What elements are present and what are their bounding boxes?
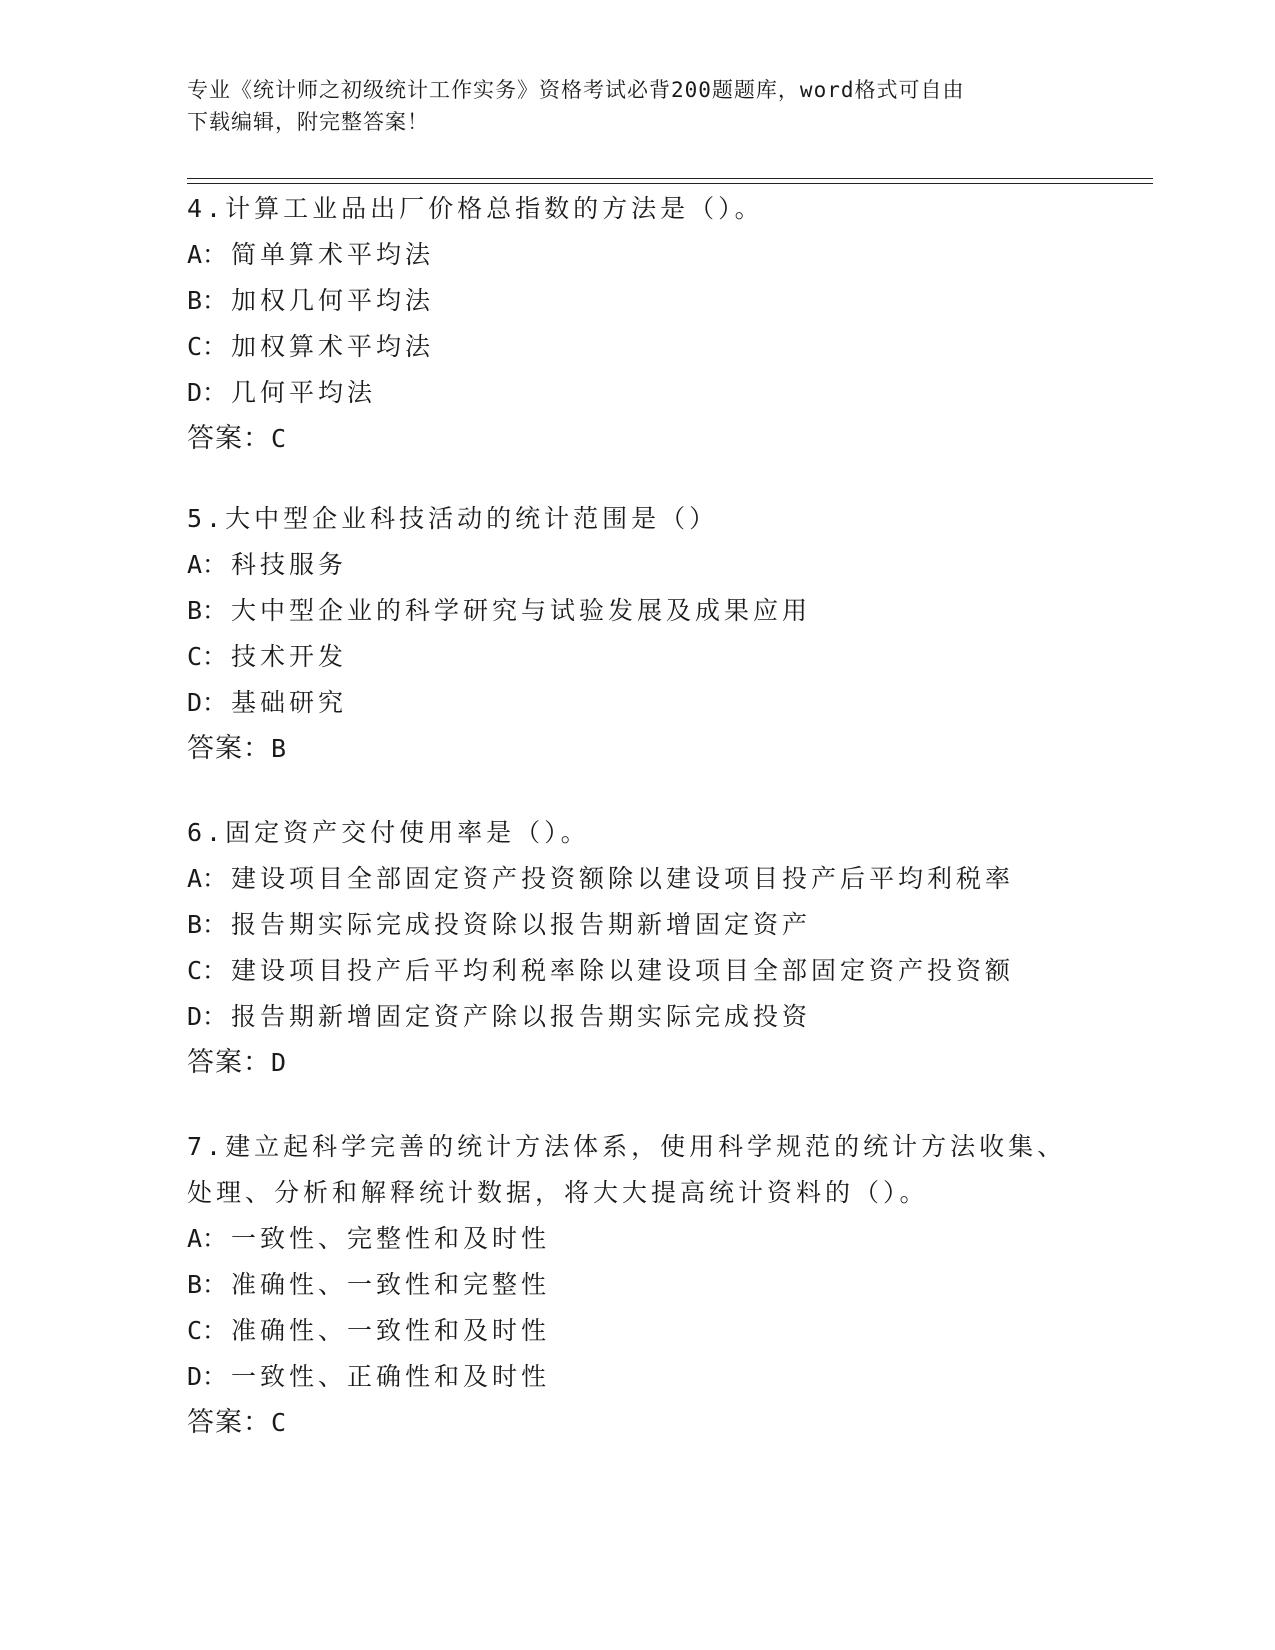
option-c bbox=[187, 948, 1107, 994]
question-5 bbox=[187, 496, 1107, 772]
option-text: 一致性、正确性和及时性 bbox=[231, 1362, 551, 1391]
option-label: B： bbox=[187, 910, 228, 939]
option-d bbox=[187, 370, 1107, 416]
header-divider-bottom bbox=[187, 183, 1153, 184]
document-header bbox=[187, 74, 1067, 138]
question-stem: 6.固定资产交付使用率是（）。 bbox=[187, 818, 590, 847]
option-label: C： bbox=[187, 332, 228, 361]
option-label: B： bbox=[187, 596, 228, 625]
option-b bbox=[187, 1262, 1107, 1308]
option-a bbox=[187, 542, 1107, 588]
option-label: D： bbox=[187, 378, 228, 407]
header-line-2: 下载编辑，附完整答案！ bbox=[187, 110, 429, 134]
option-label: D： bbox=[187, 688, 228, 717]
question-stem-line-2: 处理、分析和解释统计数据，将大大提高统计资料的（）。 bbox=[187, 1178, 929, 1207]
option-text: 准确性、一致性和完整性 bbox=[231, 1270, 551, 1299]
option-d bbox=[187, 680, 1107, 726]
option-label: A： bbox=[187, 550, 228, 579]
question-4 bbox=[187, 186, 1107, 462]
question-stem: 5.大中型企业科技活动的统计范围是（） bbox=[187, 504, 719, 533]
option-text: 报告期实际完成投资除以报告期新增固定资产 bbox=[231, 910, 812, 939]
option-text: 加权算术平均法 bbox=[231, 332, 435, 361]
option-text: 建设项目全部固定资产投资额除以建设项目投产后平均利税率 bbox=[231, 864, 1015, 893]
option-b bbox=[187, 588, 1107, 634]
option-text: 几何平均法 bbox=[231, 378, 377, 407]
option-label: A： bbox=[187, 864, 228, 893]
answer-label: 答案： bbox=[187, 733, 271, 764]
option-label: B： bbox=[187, 286, 228, 315]
option-label: C： bbox=[187, 1316, 228, 1345]
option-c bbox=[187, 1308, 1107, 1354]
option-text: 简单算术平均法 bbox=[231, 240, 435, 269]
option-c bbox=[187, 324, 1107, 370]
answer-label: 答案： bbox=[187, 1047, 271, 1078]
option-text: 基础研究 bbox=[231, 688, 348, 717]
option-b bbox=[187, 902, 1107, 948]
answer-line bbox=[187, 726, 1107, 772]
answer-line bbox=[187, 1040, 1107, 1086]
answer-value: C bbox=[271, 424, 288, 453]
option-label: C： bbox=[187, 956, 228, 985]
option-d bbox=[187, 994, 1107, 1040]
option-label: A： bbox=[187, 240, 228, 269]
option-text: 一致性、完整性和及时性 bbox=[231, 1224, 551, 1253]
option-text: 加权几何平均法 bbox=[231, 286, 435, 315]
answer-value: B bbox=[271, 734, 288, 763]
option-text: 建设项目投产后平均利税率除以建设项目全部固定资产投资额 bbox=[231, 956, 1015, 985]
question-6 bbox=[187, 810, 1107, 1086]
header-line-1: 专业《统计师之初级统计工作实务》资格考试必背200题题库，word格式可自由 bbox=[187, 78, 965, 102]
option-b bbox=[187, 278, 1107, 324]
option-c bbox=[187, 634, 1107, 680]
option-text: 大中型企业的科学研究与试验发展及成果应用 bbox=[231, 596, 812, 625]
option-label: D： bbox=[187, 1002, 228, 1031]
question-stem-line-1: 7.建立起科学完善的统计方法体系，使用科学规范的统计方法收集、 bbox=[187, 1132, 1067, 1161]
answer-label: 答案： bbox=[187, 423, 271, 454]
answer-line bbox=[187, 416, 1107, 462]
option-text: 准确性、一致性和及时性 bbox=[231, 1316, 551, 1345]
header-divider-top bbox=[187, 178, 1153, 179]
option-text: 报告期新增固定资产除以报告期实际完成投资 bbox=[231, 1002, 812, 1031]
option-a bbox=[187, 856, 1107, 902]
answer-line bbox=[187, 1400, 1107, 1446]
option-label: A： bbox=[187, 1224, 228, 1253]
answer-value: C bbox=[271, 1408, 288, 1437]
option-text: 科技服务 bbox=[231, 550, 348, 579]
answer-label: 答案： bbox=[187, 1407, 271, 1438]
option-label: C： bbox=[187, 642, 228, 671]
question-stem: 4.计算工业品出厂价格总指数的方法是（）。 bbox=[187, 194, 764, 223]
answer-value: D bbox=[271, 1048, 288, 1077]
option-a bbox=[187, 1216, 1107, 1262]
option-a bbox=[187, 232, 1107, 278]
option-label: D： bbox=[187, 1362, 228, 1391]
option-label: B： bbox=[187, 1270, 228, 1299]
option-d bbox=[187, 1354, 1107, 1400]
question-7 bbox=[187, 1124, 1107, 1446]
option-text: 技术开发 bbox=[231, 642, 348, 671]
